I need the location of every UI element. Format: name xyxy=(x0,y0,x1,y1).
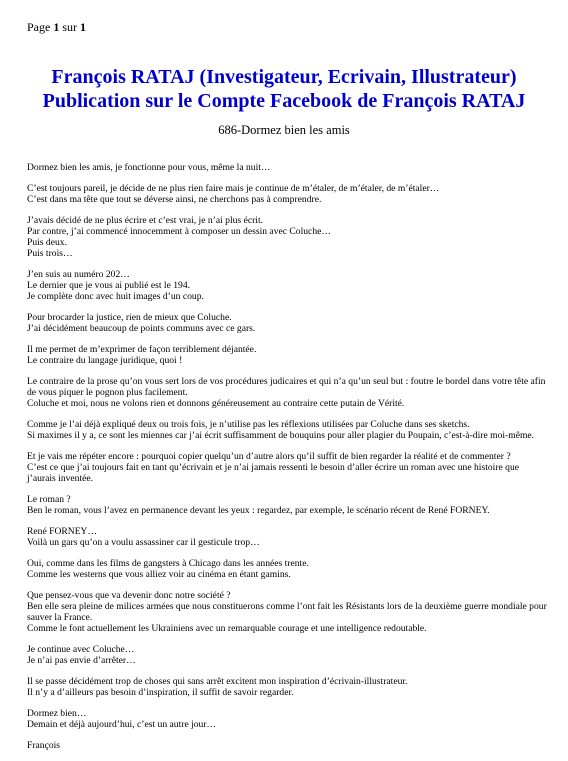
paragraph-line: Je continue avec Coluche… xyxy=(27,644,135,655)
paragraph-line: Comme le font actuellement les Ukrainiens avec un remarquable courage et une intelligence redoutable. xyxy=(27,623,427,634)
paragraph xyxy=(27,312,547,334)
page-of: sur xyxy=(59,20,80,34)
paragraph-line: Par contre, j’ai commencé innocemment à composer un dessin avec Coluche… xyxy=(27,226,331,237)
paragraph-line: Le roman ? xyxy=(27,494,71,505)
paragraph xyxy=(27,183,547,205)
paragraph-line: Dormez bien… xyxy=(27,708,87,719)
paragraph-line: Le contraire de la prose qu’on vous sert lors de vos procédures judicaires et qui n’a qu’un seul but : foutre le bordel dans votre tête afin de vous piquer le pognon plus facilement. xyxy=(27,376,546,398)
paragraph-line: Le dernier que je vous ai publié est le 194. xyxy=(27,280,191,291)
paragraph-line: C’est ce que j’ai toujours fait en tant qu’écrivain et je n’ai jamais ressenti le besoin d’aller écrire un roman avec une histoire que j’aurais inventée. xyxy=(27,462,520,484)
paragraph xyxy=(27,215,547,259)
paragraph xyxy=(27,451,547,484)
paragraph xyxy=(27,558,547,580)
paragraph-line: François xyxy=(27,740,61,751)
paragraph xyxy=(27,162,547,173)
post-subtitle: 686-Dormez bien les amis xyxy=(218,123,350,137)
paragraph xyxy=(27,644,547,666)
page-prefix: Page xyxy=(27,20,54,34)
paragraph-line: Demain et déjà aujourd’hui, c’est un autre jour… xyxy=(27,719,217,730)
paragraph-line: C’est dans ma tête que tout se déverse ainsi, ne cherchons pas à comprendre. xyxy=(27,194,322,205)
paragraph-line: J’avais décidé de ne plus écrire et c’est vrai, je n’ai plus écrit. xyxy=(27,215,264,226)
paragraph xyxy=(27,376,547,409)
paragraph-line: René FORNEY… xyxy=(27,526,98,537)
paragraph xyxy=(27,419,547,441)
post-body xyxy=(27,162,547,761)
paragraph-line: Il se passe décidément trop de choses qui sans arrêt excitent mon inspiration d’écrivain-illustrateur. xyxy=(27,676,408,687)
paragraph-line: Comme je l’ai déjà expliqué deux ou trois fois, je n’utilise pas les réflexions utilisées par Coluche dans ses sketchs. xyxy=(27,419,470,430)
paragraph-line: Puis deux. xyxy=(27,237,67,248)
paragraph xyxy=(27,269,547,302)
paragraph-line: J’ai décidément beaucoup de points communs avec ce gars. xyxy=(27,323,256,334)
paragraph-line: J’en suis au numéro 202… xyxy=(27,269,130,280)
paragraph-line: Il me permet de m’exprimer de façon terriblement déjantée. xyxy=(27,344,257,355)
title-line-2: Publication sur le Compte Facebook de François RATAJ xyxy=(42,90,526,112)
document-title xyxy=(0,65,568,113)
paragraph xyxy=(27,526,547,548)
title-line-1: François RATAJ (Investigateur, Ecrivain, Illustrateur) xyxy=(51,66,517,88)
paragraph xyxy=(27,676,547,698)
paragraph-line: Que pensez-vous que va devenir donc notre société ? xyxy=(27,590,231,601)
paragraph-line: Pour brocarder la justice, rien de mieux que Coluche. xyxy=(27,312,232,323)
paragraph-line: Ben le roman, vous l’avez en permanence devant les yeux : regardez, par exemple, le scénario récent de René FORNEY. xyxy=(27,505,490,516)
page-total: 1 xyxy=(80,20,86,34)
paragraph-line: C’est toujours pareil, je décide de ne plus rien faire mais je continue de m’étaler, de m’étaler, de m’étaler… xyxy=(27,183,440,194)
paragraph-line: Si maximes il y a, ce sont les miennes car j’ai écrit suffisamment de bouquins pour aller plagier du Poupain, c’est-à-dire moi-même. xyxy=(27,430,535,441)
paragraph-line: Et je vais me répéter encore : pourquoi copier quelqu’un d’autre alors qu’il suffit de bien regarder la réalité et de commenter ? xyxy=(27,451,511,462)
paragraph xyxy=(27,708,547,730)
paragraph-line: Je complète donc avec huit images d’un coup. xyxy=(27,291,204,302)
paragraph-line: Comme les westerns que vous alliez voir au cinéma en étant gamins. xyxy=(27,569,291,580)
paragraph-line: Ben elle sera pleine de milices armées que nous constituerons comme l’ont fait les Résistants lors de la deuxième guerre mondiale pour sauver la France. xyxy=(27,601,547,623)
paragraph xyxy=(27,344,547,366)
paragraph xyxy=(27,590,547,634)
paragraph-line: Voilà un gars qu’on a voulu assassiner car il gesticule trop… xyxy=(27,537,260,548)
paragraph-line: Coluche et moi, nous ne volons rien et donnons généreusement au contraire cette putain de Vérité. xyxy=(27,398,405,409)
paragraph xyxy=(27,740,547,751)
paragraph-line: Le contraire du langage juridique, quoi ! xyxy=(27,355,183,366)
paragraph-line: Il n’y a d’ailleurs pas besoin d’inspiration, il suffit de savoir regarder. xyxy=(27,687,294,698)
page-indicator xyxy=(27,20,86,34)
paragraph xyxy=(27,494,547,516)
paragraph-line: Je n’ai pas envie d’arrêter… xyxy=(27,655,136,666)
page-number: 1 xyxy=(53,20,60,34)
paragraph-line: Oui, comme dans les films de gangsters à Chicago dans les années trente. xyxy=(27,558,309,569)
paragraph-line: Dormez bien les amis, je fonctionne pour vous, même la nuit… xyxy=(27,162,271,173)
paragraph-line: Puis trois… xyxy=(27,248,73,259)
